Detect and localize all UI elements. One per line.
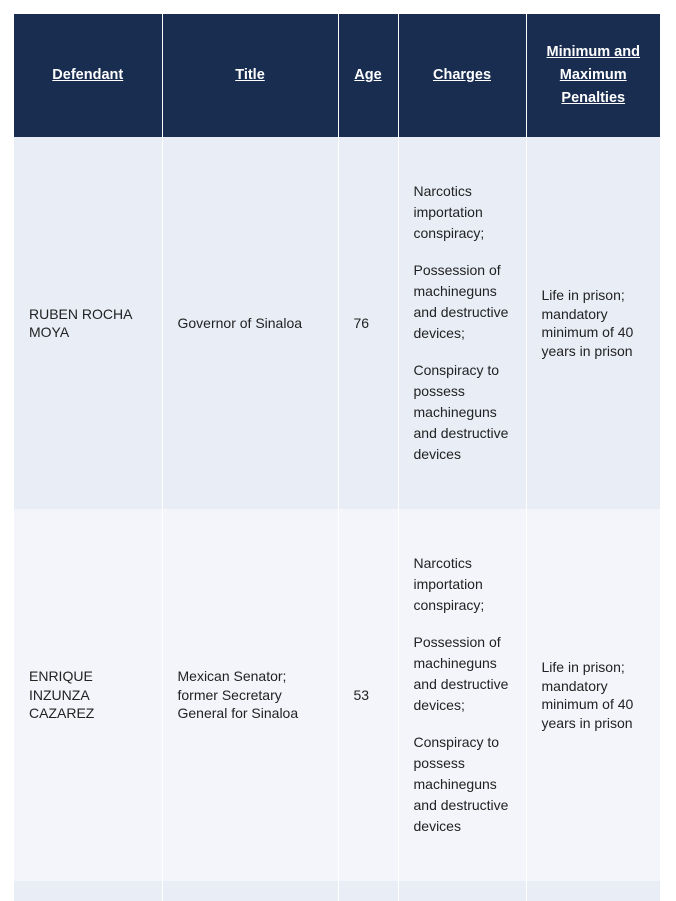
column-header-defendant: Defendant [14, 14, 162, 137]
column-header-age: Age [338, 14, 398, 137]
table-header [14, 14, 660, 137]
charge-item: Conspiracy to possess machineguns and destructive devices [413, 734, 509, 834]
column-header-title: Title [162, 14, 338, 137]
age-cell: 76 [338, 137, 398, 509]
defendant-cell: ENRIQUE INZUNZA CAZAREZ [14, 509, 162, 881]
title-cell: Mexican Senator; former Secretary General for Sinaloa [162, 509, 338, 881]
empty-cell [162, 881, 338, 901]
empty-cell [526, 881, 660, 901]
empty-cell [398, 881, 526, 901]
column-header-charges: Charges [398, 14, 526, 137]
defendants-table-container [14, 14, 660, 901]
age-cell: 53 [338, 509, 398, 881]
penalties-cell: Life in prison; mandatory minimum of 40 years in prison [526, 509, 660, 881]
charge-item: Narcotics importation conspiracy; [413, 555, 485, 613]
empty-cell [14, 881, 162, 901]
table-row [14, 509, 660, 881]
table-body [14, 137, 660, 901]
column-header-penalties: Minimum and Maximum Penalties [526, 14, 660, 137]
empty-cell [338, 881, 398, 901]
charge-item: Narcotics importation conspiracy; [413, 183, 485, 241]
charge-item: Possession of machineguns and destructive devices; [413, 262, 509, 341]
charge-item: Conspiracy to possess machineguns and destructive devices [413, 362, 509, 462]
charges-cell [398, 137, 526, 509]
charge-item: Possession of machineguns and destructive devices; [413, 634, 509, 713]
title-cell: Governor of Sinaloa [162, 137, 338, 509]
defendants-table [14, 14, 660, 901]
table-row-partial [14, 881, 660, 901]
table-row [14, 137, 660, 509]
defendant-cell: RUBEN ROCHA MOYA [14, 137, 162, 509]
header-row [14, 14, 660, 137]
charges-cell [398, 509, 526, 881]
penalties-cell: Life in prison; mandatory minimum of 40 years in prison [526, 137, 660, 509]
